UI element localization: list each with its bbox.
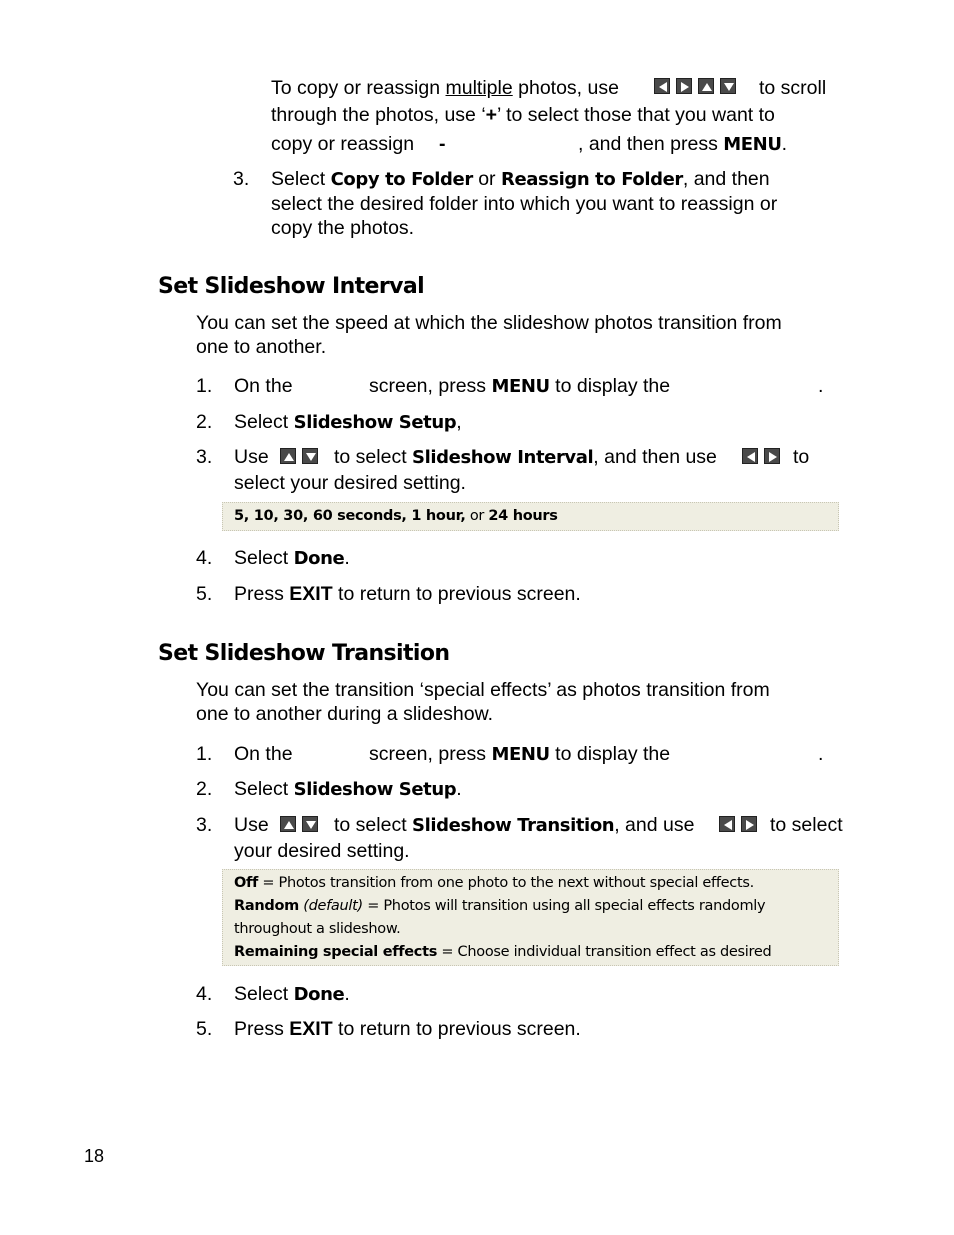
note-line-remaining [234,941,771,964]
interval-step-3-a: Use [234,446,269,468]
interval-values: 5, 10, 30, 60 seconds, 1 hour, [234,508,466,524]
interval-step-3-line-2: select your desired setting. [234,472,466,494]
step-text: Select [234,778,294,800]
interval-step-5 [234,582,581,606]
intro-step-3-line-2: select the desired folder into which you want to reassign or [271,193,778,215]
interval-options-text [234,505,558,528]
remaining-effects-option: Remaining special effects [234,944,438,960]
step-text: Press [234,583,290,605]
step-text: . [456,778,462,800]
page-number: 18 [84,1146,105,1166]
step-number: 3. [196,446,213,468]
step-number: 4. [196,983,213,1005]
transition-step-3-b [334,813,694,838]
step-number: 2. [196,411,213,433]
intro-text: . [781,133,787,155]
left-arrow-key-icon [654,78,670,94]
interval-description-line-2: one to another. [196,336,327,358]
intro-step-3 [271,167,770,192]
transition-step-4 [234,982,350,1007]
intro-text: ’ to select those that you want to [497,104,775,126]
left-arrow-key-icon [719,816,735,832]
intro-line-1-end: to scroll [759,77,827,99]
step-number: 3. [196,814,213,836]
note-text: = Choose individual transition effect as desired [437,944,772,960]
intro-line-3-end [578,132,787,157]
step-text: , and then [682,168,770,190]
up-arrow-key-icon [698,78,714,94]
transition-description-line-1: You can set the transition ‘special effects’ as photos transition from [196,679,770,701]
interval-step-2 [234,410,462,435]
step-text: or [472,168,501,190]
menu-key-label: MENU [491,744,550,765]
transition-step-2 [234,777,462,802]
interval-step-4 [234,546,350,571]
intro-arrow-keys [651,78,739,97]
down-arrow-key-icon [720,78,736,94]
step-text: Select [271,168,331,190]
right-arrow-key-icon [676,78,692,94]
step-number: 5. [196,583,213,605]
note-text: = Photos will transition using all special effects randomly [362,898,766,914]
done-label: Done [293,984,345,1005]
step-text: , and use [614,814,695,836]
exit-key-label: EXIT [289,1018,333,1040]
interval-left-right-keys [739,448,783,467]
interval-step-1-end: . [818,375,824,397]
step-text: to display the [549,375,671,397]
slideshow-interval-label: Slideshow Interval [412,447,594,468]
step-text: , and then use [593,446,717,468]
step-text: screen, press [369,743,492,765]
slideshow-setup-label: Slideshow Setup [293,412,457,433]
note-line-off [234,872,771,895]
reassign-to-folder-label: Reassign to Folder [500,169,683,190]
transition-up-down-keys [277,816,321,835]
off-option: Off [234,875,259,891]
default-marker: (default) [303,898,363,914]
exit-key-label: EXIT [289,583,333,605]
transition-step-1-end: . [818,743,824,765]
step-number: 4. [196,547,213,569]
step-text: , [456,411,462,433]
transition-description-line-2: one to another during a slideshow. [196,703,494,725]
intro-text: through the photos, use ‘ [271,104,486,126]
menu-key-label: MENU [723,134,782,155]
note-text: or [465,508,489,524]
right-arrow-key-icon [741,816,757,832]
intro-text: , and then press [578,133,724,155]
step-text: Select [234,411,294,433]
step-text: Press [234,1018,290,1040]
step-number: 3. [233,168,250,190]
left-arrow-key-icon [742,448,758,464]
interval-step-1-b [369,374,670,399]
step-text: Select [234,547,294,569]
slideshow-setup-label: Slideshow Setup [293,779,457,800]
step-text: . [344,547,350,569]
up-arrow-key-icon [280,448,296,464]
done-label: Done [293,548,345,569]
intro-underlined-word: multiple [445,77,513,99]
interval-step-3-end: to [793,446,810,468]
step-text: Select [234,983,294,1005]
interval-step-1-a: On the [234,375,293,397]
interval-up-down-keys [277,448,321,467]
transition-step-3-a: Use [234,814,269,836]
right-arrow-key-icon [764,448,780,464]
note-line-random [234,895,771,918]
plus-key-label: + [485,104,498,126]
transition-step-3-end: to select [770,814,843,836]
intro-step-3-line-3: copy the photos. [271,217,415,239]
down-arrow-key-icon [302,448,318,464]
step-text: to return to previous screen. [332,1018,581,1040]
interval-description-line-1: You can set the speed at which the slideshow photos transition from [196,312,782,334]
step-number: 2. [196,778,213,800]
step-number: 1. [196,375,213,397]
intro-line-1 [271,76,619,100]
interval-options-note [222,502,839,531]
intro-line-2 [271,103,775,127]
intro-text: To copy or reassign [271,77,446,99]
step-text: . [344,983,350,1005]
transition-options-text [234,872,771,964]
intro-line-3: copy or reassign [271,133,415,155]
step-text: to return to previous screen. [332,583,581,605]
transition-step-5 [234,1017,581,1041]
copy-to-folder-label: Copy to Folder [330,169,473,190]
step-text: screen, press [369,375,492,397]
transition-step-1-a: On the [234,743,293,765]
up-arrow-key-icon [280,816,296,832]
section-heading-interval: Set Slideshow Interval [158,274,425,299]
down-arrow-key-icon [302,816,318,832]
step-number: 1. [196,743,213,765]
transition-left-right-keys [716,816,760,835]
interval-step-3-b [334,445,717,470]
menu-key-label: MENU [491,376,550,397]
step-text: to select [334,814,413,836]
intro-dash: - [439,133,446,155]
note-text: = Photos transition from one photo to the next without special effects. [258,875,754,891]
random-option: Random [234,898,299,914]
transition-options-note [222,869,839,966]
transition-step-3-line-2: your desired setting. [234,840,410,862]
slideshow-transition-label: Slideshow Transition [412,815,615,836]
section-heading-transition: Set Slideshow Transition [158,641,450,666]
intro-text: photos, use [512,77,619,99]
interval-max-value: 24 hours [488,508,558,524]
step-number: 5. [196,1018,213,1040]
step-text: to display the [549,743,671,765]
step-text: to select [334,446,413,468]
transition-step-1-b [369,742,670,767]
note-line-random-cont: throughout a slideshow. [234,921,401,937]
